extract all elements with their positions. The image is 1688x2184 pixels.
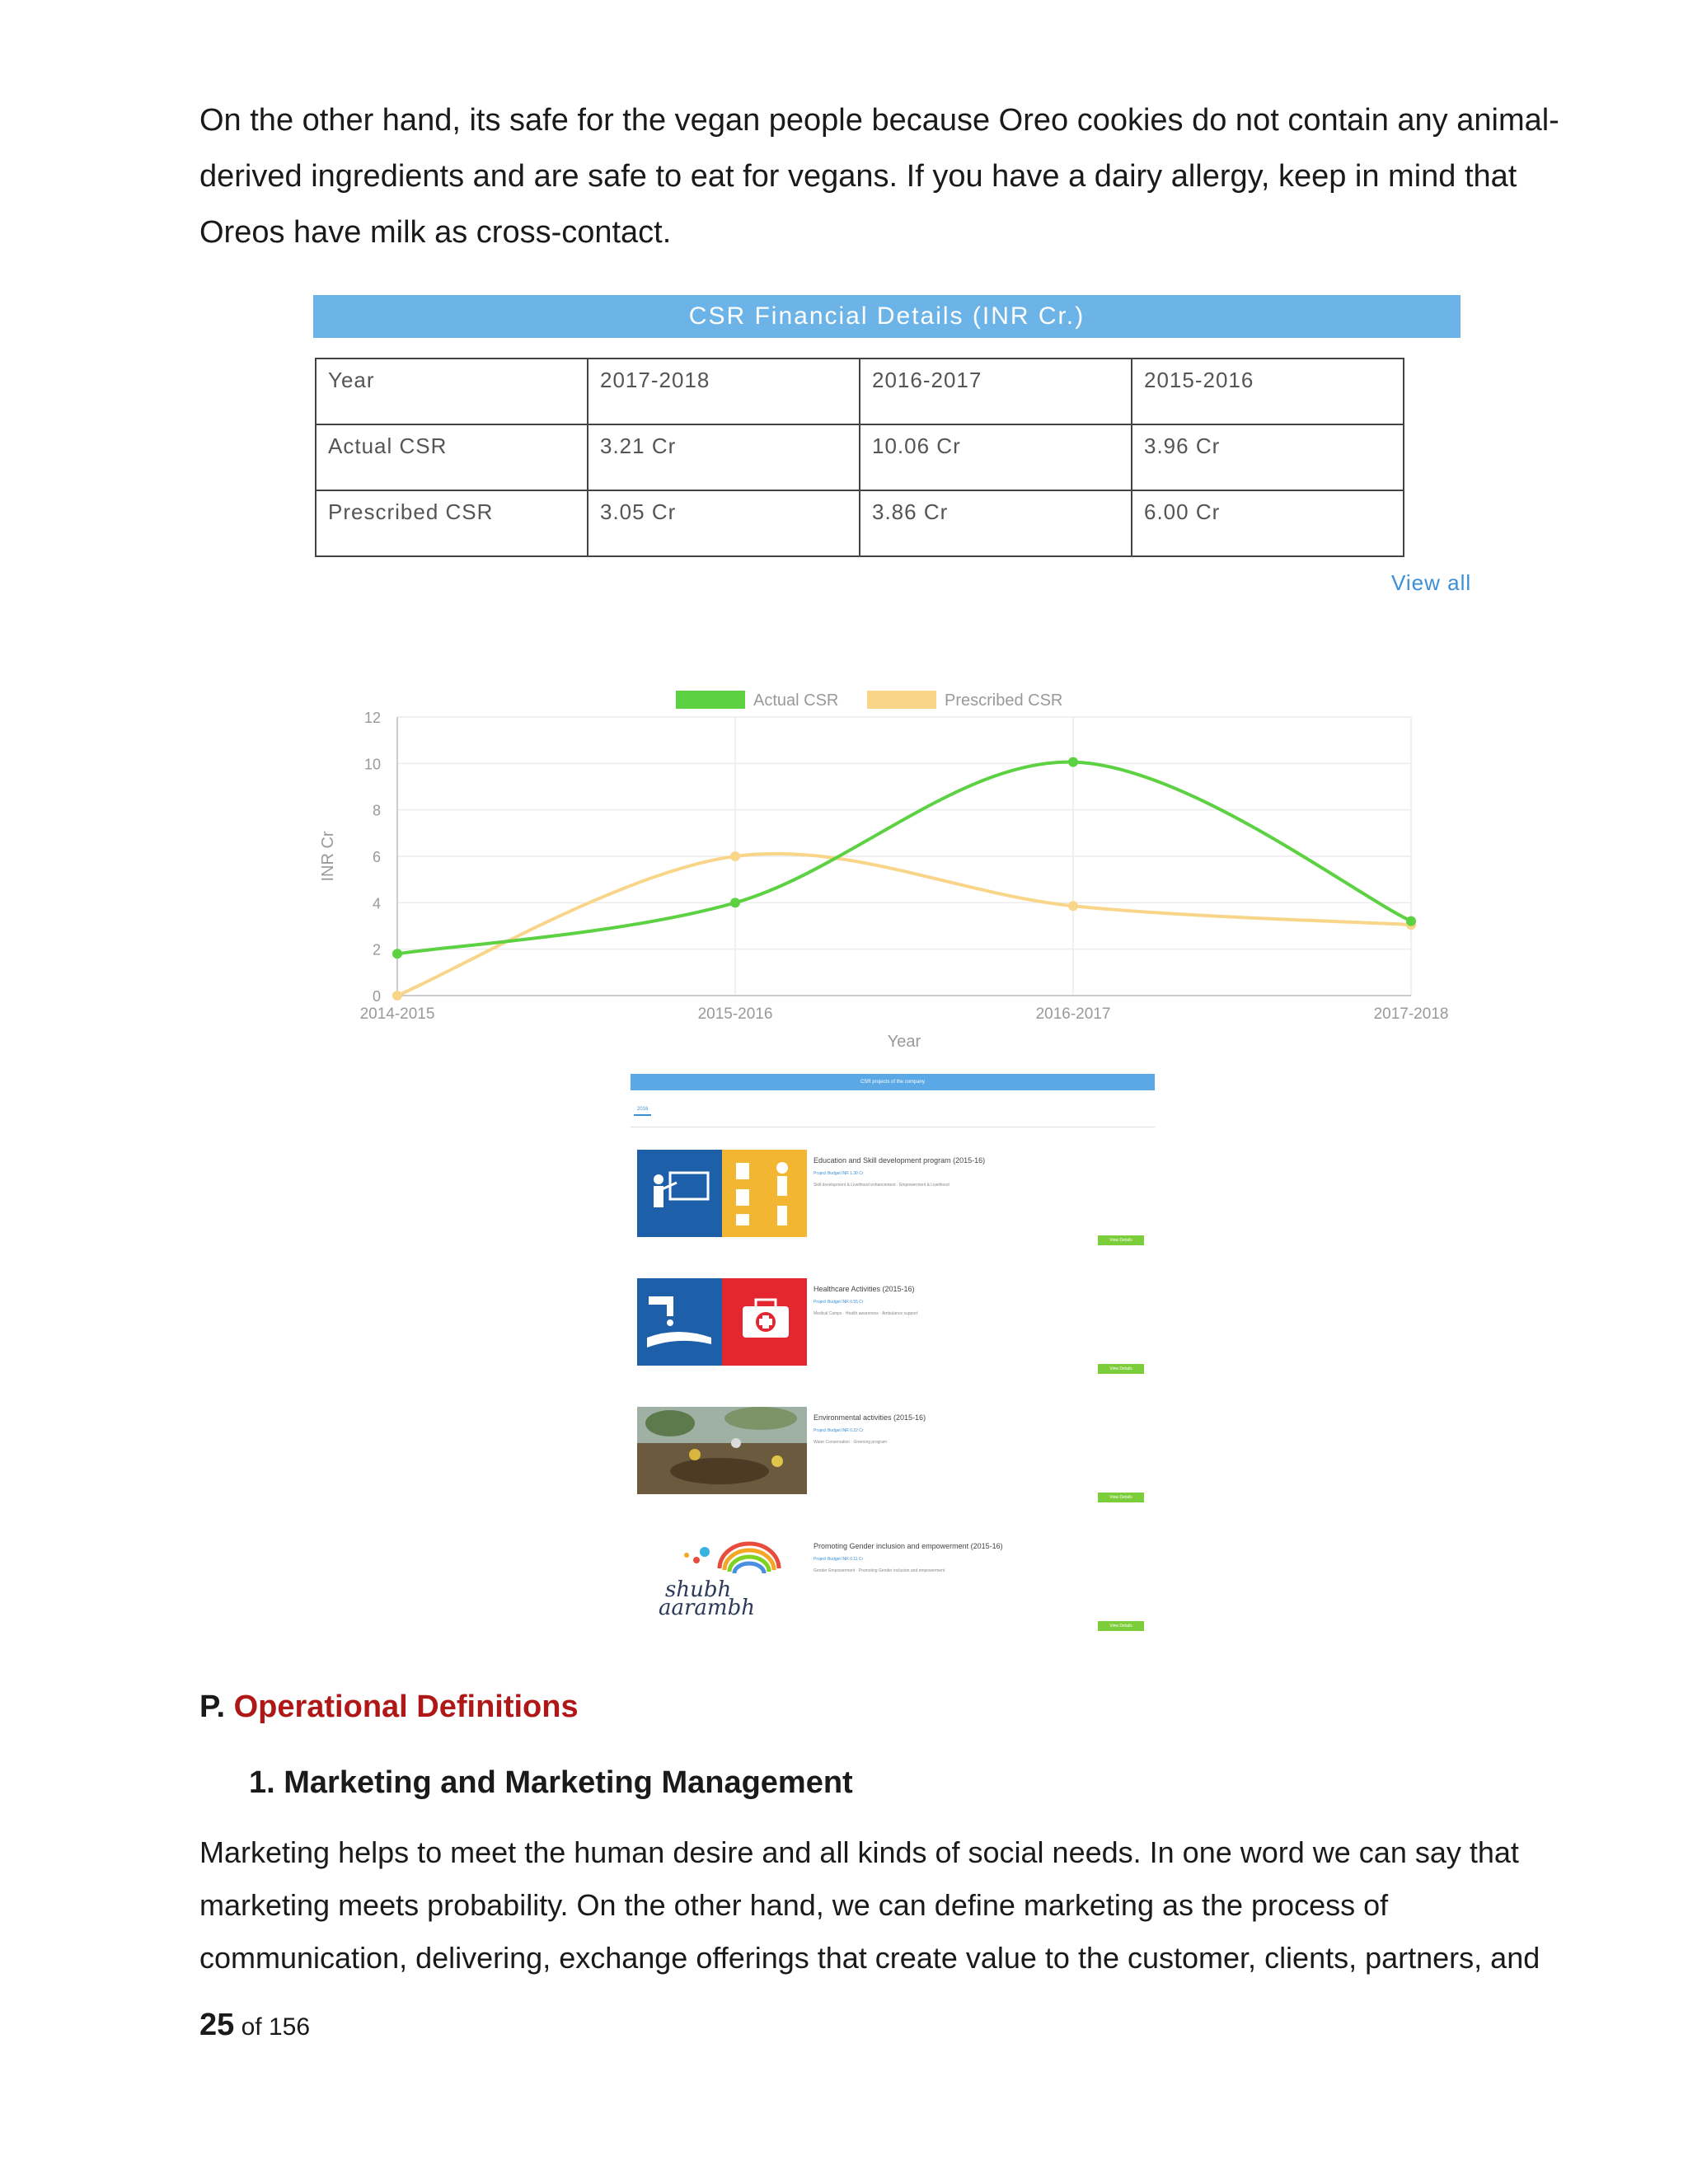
y-tick-label: 8 (372, 802, 381, 819)
view-details-button[interactable]: View Details (1098, 1621, 1144, 1631)
csr-financial-details (313, 295, 1484, 595)
csr-banner: CSR Financial Details (INR Cr.) (313, 295, 1461, 338)
x-tick-label: 2016-2017 (1035, 1005, 1111, 1023)
view-details-button[interactable]: View Details (1098, 1235, 1144, 1245)
y-tick-label: 12 (363, 710, 381, 726)
project-description: Gender Empowerment · Promoting Gender inclusion and empowerment (814, 1568, 945, 1573)
project-title: Education and Skill development program (2015-16) (814, 1156, 986, 1165)
data-point (1068, 757, 1078, 767)
table-row (316, 490, 1404, 556)
legend-swatch (867, 691, 936, 709)
table-cell: 10.06 Cr (860, 424, 1132, 490)
y-axis-title: INR Cr (319, 831, 337, 882)
project-item-education (631, 1150, 1155, 1265)
y-tick-label: 2 (372, 941, 381, 958)
project-description: Skill development & Livelihood enhancement · Empowerment & Livelihood (814, 1183, 950, 1188)
project-title: Environmental activities (2015-16) (814, 1413, 926, 1422)
table-cell: 3.05 Cr (588, 490, 860, 556)
view-details-button[interactable]: View Details (1098, 1364, 1144, 1374)
data-point (1406, 916, 1416, 926)
healthcare-icon (637, 1278, 807, 1366)
table-cell: 3.96 Cr (1132, 424, 1404, 490)
svg-text:shubh: shubh (665, 1577, 732, 1602)
project-budget: Project Budget INR 0.22 Cr (814, 1428, 864, 1433)
x-tick-label: 2014-2015 (359, 1005, 435, 1023)
legend-label: Actual CSR (753, 691, 839, 710)
legend-swatch (676, 691, 745, 709)
view-all-link[interactable]: View all (1391, 570, 1472, 595)
y-tick-label: 0 (372, 988, 381, 1005)
data-point (392, 991, 402, 1001)
data-point (730, 898, 740, 907)
series-line-1 (397, 854, 1411, 996)
section-letter: P. (199, 1690, 226, 1724)
table-cell: 2015-2016 (1132, 359, 1404, 424)
project-title: Healthcare Activities (2015-16) (814, 1285, 915, 1293)
csr-projects-panel (631, 1074, 1155, 1651)
table-cell: Prescribed CSR (316, 490, 588, 556)
y-tick-label: 4 (372, 895, 381, 912)
table-cell: 6.00 Cr (1132, 490, 1404, 556)
project-budget: Project Budget INR 1.30 Cr (814, 1171, 864, 1176)
page-footer (199, 2008, 310, 2043)
csr-line-chart (305, 676, 1475, 1063)
table-row (316, 424, 1404, 490)
subsection-heading: 1. Marketing and Marketing Management (249, 1765, 853, 1800)
page-total: of 156 (241, 2013, 311, 2041)
table-cell: 2016-2017 (860, 359, 1132, 424)
x-tick-label: 2015-2016 (697, 1005, 773, 1023)
table-row (316, 359, 1404, 424)
view-details-button[interactable]: View Details (1098, 1493, 1144, 1502)
section-heading (199, 1690, 579, 1725)
legend-label: Prescribed CSR (945, 691, 1063, 710)
project-description: Water Conservation · Greening program (814, 1440, 888, 1445)
data-point (1068, 901, 1078, 911)
table-cell: Actual CSR (316, 424, 588, 490)
table-cell: 2017-2018 (588, 359, 860, 424)
section-title: Operational Definitions (233, 1690, 579, 1724)
page-number: 25 (199, 2008, 235, 2042)
shubh-aarambh-logo (637, 1535, 807, 1623)
data-point (730, 851, 740, 861)
series-line-0 (397, 762, 1411, 954)
projects-header: CSR projects of the company (631, 1074, 1155, 1090)
intro-paragraph: On the other hand, its safe for the vegan people because Oreo cookies do not contain any animal-derived ingredients and are safe to eat for vegans. If you have a dairy allergy, keep in mind that Oreos have milk as cross-contact. (199, 103, 1559, 250)
table-cell: 3.86 Cr (860, 490, 1132, 556)
project-item-gender (631, 1535, 1155, 1651)
y-tick-label: 10 (363, 756, 381, 773)
project-description: Medical Camps · Health awareness · Ambulance support (814, 1311, 918, 1316)
environment-photo (637, 1407, 807, 1494)
tab-2016[interactable]: 2016 (634, 1107, 651, 1116)
x-axis-title: Year (887, 1033, 921, 1051)
project-item-healthcare (631, 1278, 1155, 1394)
table-cell: Year (316, 359, 588, 424)
project-budget: Project Budget INR 0.55 Cr (814, 1300, 864, 1305)
education-icon (637, 1150, 807, 1237)
svg-text:aarambh: aarambh (659, 1596, 755, 1620)
csr-table (315, 358, 1404, 557)
body-paragraph: Marketing helps to meet the human desire and all kinds of social needs. In one word we can say that marketing meets probability. On the other hand, we can define marketing as the process of communication, delivering, exchange offerings that create value to the customer, clients, partners, and (199, 1835, 1540, 1975)
x-tick-label: 2017-2018 (1373, 1005, 1449, 1023)
project-item-environment (631, 1407, 1155, 1522)
y-tick-label: 6 (372, 849, 381, 865)
project-budget: Project Budget INR 0.11 Cr (814, 1557, 864, 1562)
data-point (392, 949, 402, 958)
project-title: Promoting Gender inclusion and empowerment (2015-16) (814, 1542, 1003, 1550)
table-cell: 3.21 Cr (588, 424, 860, 490)
